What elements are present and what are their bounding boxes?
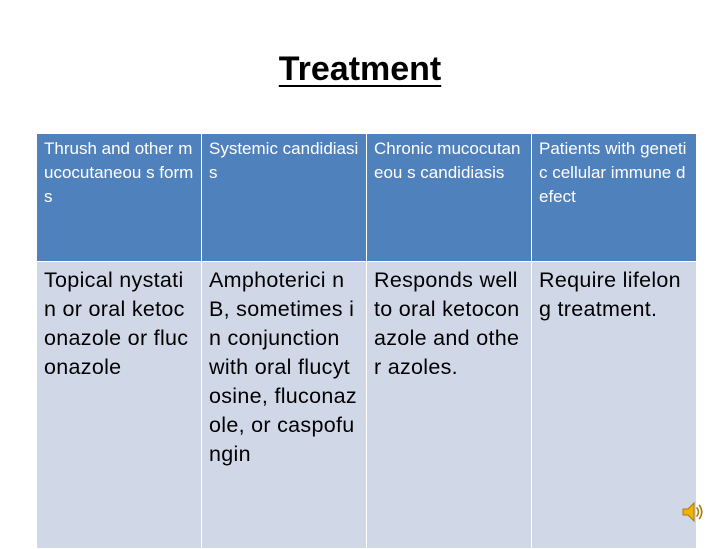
header-cell-chronic [367, 134, 532, 262]
header-cell-immune-defect [532, 134, 697, 262]
header-label: Patients with genetic cellular immune defect [539, 139, 687, 206]
table-header-row [37, 134, 697, 262]
header-cell-thrush [37, 134, 202, 262]
header-label: Systemic candidiasis [209, 139, 359, 182]
slide-title: Treatment [278, 50, 442, 88]
cell-text: Require lifelong treatment. [539, 268, 681, 321]
table-row [37, 262, 697, 549]
header-cell-systemic [202, 134, 367, 262]
header-label: Thrush and other mucocutaneou s forms [44, 139, 194, 206]
table-cell [532, 262, 697, 549]
table-cell [367, 262, 532, 549]
speaker-icon[interactable] [681, 500, 705, 524]
cell-text: Amphoterici n B, sometimes in conjunction with oral flucytosine, fluconazole, or caspofungin [209, 268, 357, 466]
table-cell [37, 262, 202, 549]
header-label: Chronic mucocutaneou s candidiasis [374, 139, 521, 182]
cell-text: Responds well to oral ketoconazole and other azoles. [374, 268, 520, 379]
cell-text: Topical nystatin or oral ketoconazole or fluconazole [44, 268, 189, 379]
treatment-table [36, 133, 697, 549]
table-cell [202, 262, 367, 549]
